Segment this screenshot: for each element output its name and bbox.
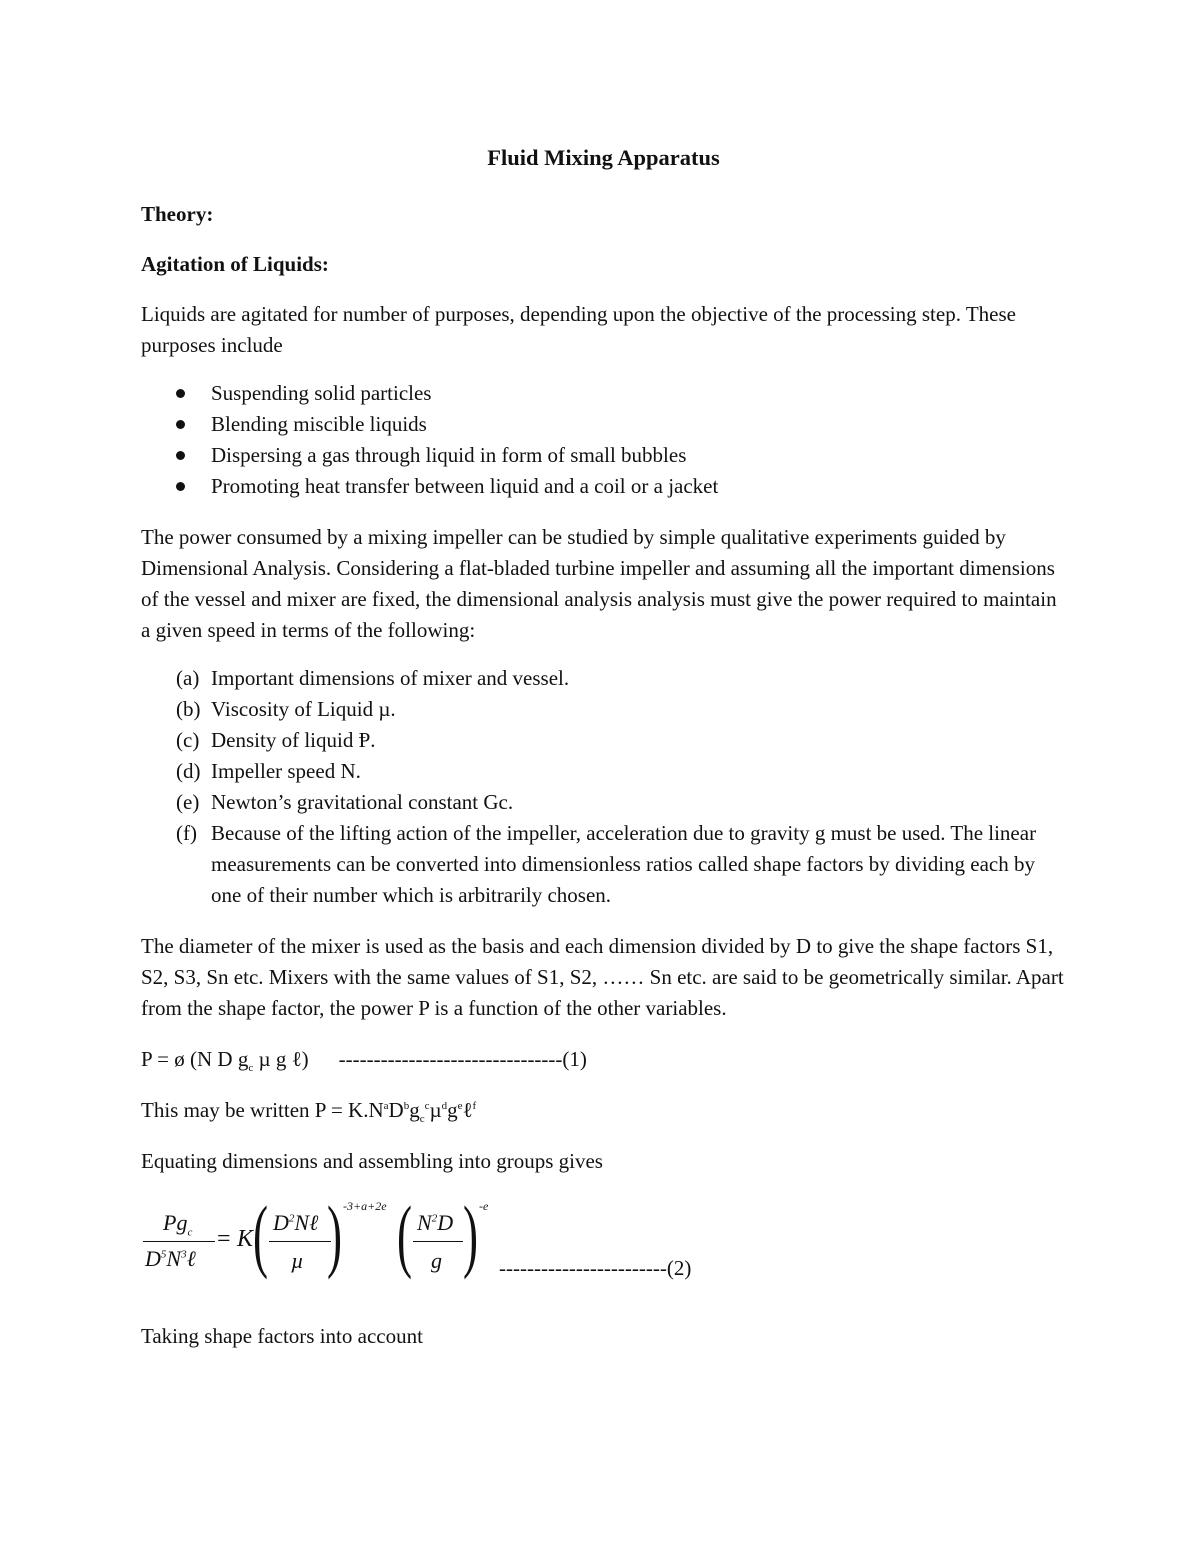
list-item: (d) Impeller speed N. [176,759,361,783]
intro-paragraph: Liquids are agitated for number of purposes, depending upon the objective of the processing step. These purposes include [141,302,1016,357]
eq2-left-denominator: $D^5N^3\ell$ [145,1246,196,1271]
list-item: Suspending solid particles [141,378,1066,409]
written-as-line: This may be written $P = K.N^aD^bg_c^c\mu^dg^e\ell^f$ [141,1098,477,1126]
eq2-mid-denominator: µ [291,1248,304,1273]
eq2-left-fraction-bar [143,1241,215,1242]
equating-paragraph: Equating dimensions and assembling into groups gives [141,1149,603,1173]
list-item: (a) Important dimensions of mixer and vessel. [176,666,570,690]
eq2-equals-k: = [217,1226,231,1252]
eq2-right-denominator: g [431,1248,442,1273]
factors-list [141,663,1066,911]
eq2-close-paren-2: ) [463,1189,479,1280]
list-item: (b) Viscosity of Liquid µ. [176,697,396,721]
eq2-right-numerator: $N^2D$ [417,1210,454,1235]
document-title: Fluid Mixing Apparatus [487,145,720,170]
equation-2 [141,1189,1066,1305]
eq2-right-fraction-bar [413,1241,463,1242]
eq2-right-exponent: -e [479,1199,489,1213]
equation-1: P = ø (N D $g_c$ µ g ℓ) --------------------------------(1) [141,1047,587,1075]
eq2-k: K [237,1226,254,1252]
eq2-open-paren-1: ( [253,1189,269,1280]
bullet-icon [176,420,185,429]
eq2-close-paren-1: ) [327,1189,343,1280]
purposes-list [141,378,1066,502]
eq2-mid-numerator: $D^2N\ell$ [273,1210,319,1235]
eq2-left-numerator: $Pg_c$ [163,1210,193,1239]
theory-heading: Theory: [141,202,214,226]
eq2-mid-exponent: -3+a+2e [343,1199,387,1213]
power-paragraph: The power consumed by a mixing impeller can be studied by simple qualitative experiments guided by Dimensional Analysis. Considering a flat-bladed turbine impeller and assuming all the important dimensions of the vessel and mixer are fixed, the dimensional analysis analysis must give the power required to maintain a given speed in terms of the following: [141,525,1057,642]
document-page [141,140,1066,1372]
eq2-mid-fraction-bar [269,1241,331,1242]
bullet-icon [176,482,185,491]
list-item: (c) Density of liquid Ᵽ. [176,728,376,752]
bullet-icon [176,451,185,460]
bullet-icon [176,389,185,398]
shape-factors-paragraph: Taking shape factors into account [141,1324,423,1348]
list-item: (e) Newton’s gravitational constant Gc. [176,790,514,814]
list-item: Dispersing a gas through liquid in form of small bubbles [141,440,1066,471]
equation-1-number: --------------------------------(1) [338,1047,587,1071]
agitation-heading: Agitation of Liquids: [141,252,329,276]
eq2-open-paren-2: ( [397,1189,413,1280]
list-item: Blending miscible liquids [141,409,1066,440]
diameter-paragraph: The diameter of the mixer is used as the basis and each dimension divided by D to give the shape factors S1, S2, S3, Sn etc. Mixers with the same values of S1, S2, …… Sn etc. are said to be geometrically similar. Apart from the shape factor, the power P is a function of the other variables. [141,934,1064,1020]
list-item: (f) Because of the lifting action of the impeller, acceleration due to gravity g must be used. The linear measurements can be converted into dimensionless ratios called shape factors by dividing each by one of their number which is arbitrarily chosen. [176,821,1037,907]
list-item: Promoting heat transfer between liquid and a coil or a jacket [141,471,1066,502]
eq2-number: ------------------------(2) [499,1256,692,1280]
